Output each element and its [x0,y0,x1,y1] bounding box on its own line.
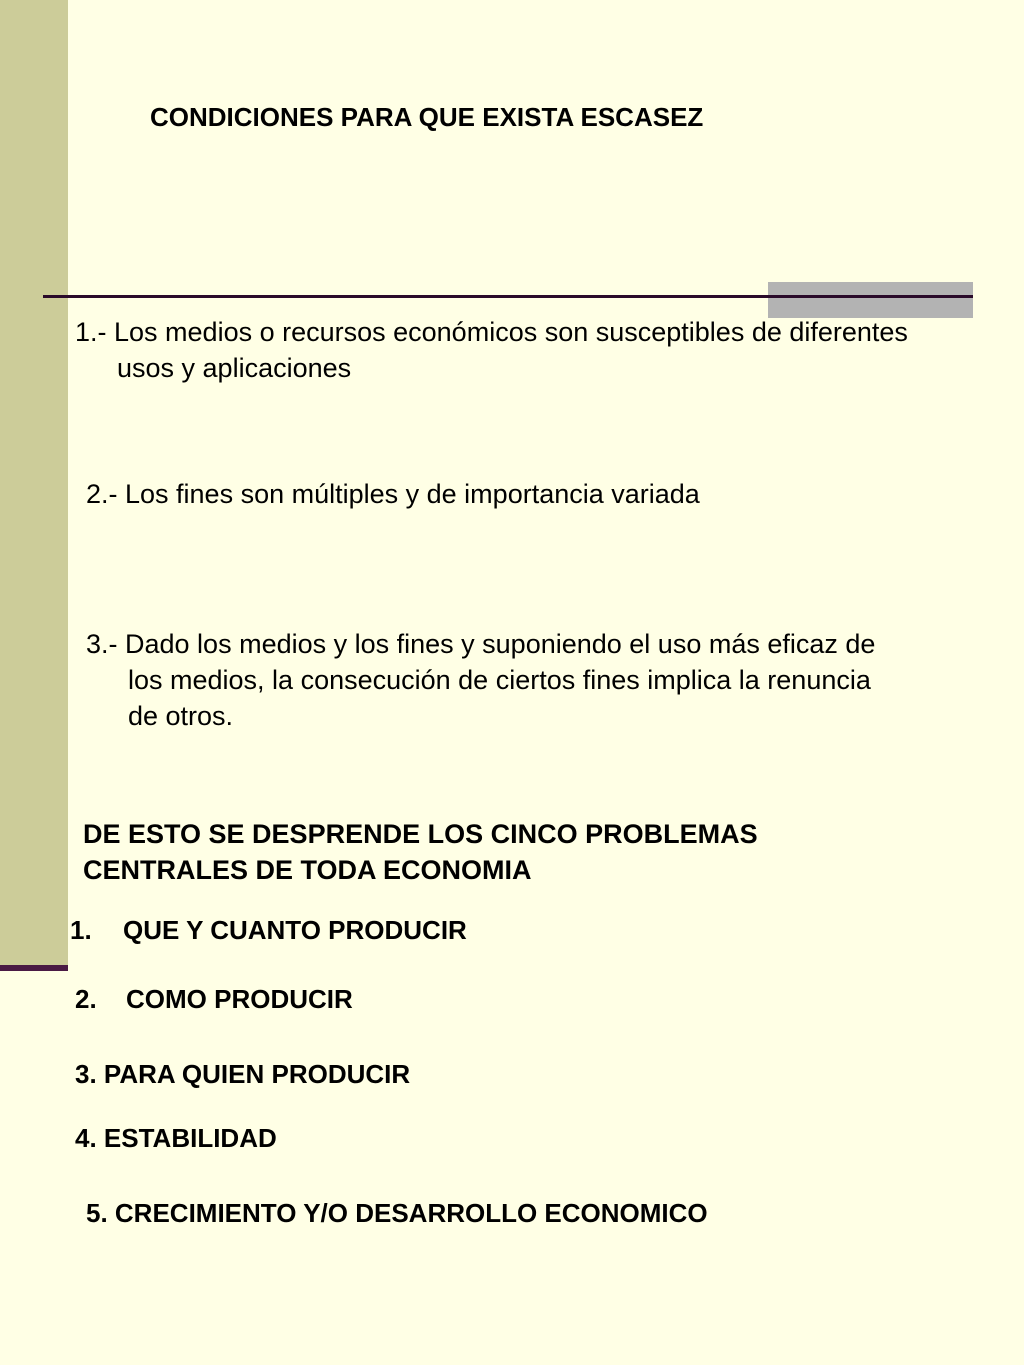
problem-item-2 [75,982,353,1016]
title-divider-line [43,295,973,298]
problem-item-5: 5. CRECIMIENTO Y/O DESARROLLO ECONOMICO [86,1198,708,1228]
problems-heading-line-1: DE ESTO SE DESPRENDE LOS CINCO PROBLEMAS [83,819,758,849]
condition-2-line-1: 2.- Los fines son múltiples y de importancia variada [86,479,700,509]
condition-2 [86,476,700,512]
condition-3-line-1: 3.- Dado los medios y los fines y suponiendo el uso más eficaz de [86,629,876,659]
sidebar-decorative-band [0,0,68,965]
condition-3-line-3: de otros. [128,701,234,731]
problem-1-text: QUE Y CUANTO PRODUCIR [123,915,467,945]
sidebar-accent-underline [0,965,68,971]
problem-item-1 [70,913,467,947]
problem-1-number: 1. [70,915,92,945]
condition-3 [86,626,875,734]
condition-3-line-2: los medios, la consecución de ciertos fines implica la renuncia [128,665,871,695]
condition-1 [75,314,908,386]
problems-heading-line-2: CENTRALES DE TODA ECONOMIA [83,855,532,885]
condition-1-line-2: usos y aplicaciones [117,353,352,383]
problem-2-text: COMO PRODUCIR [126,984,353,1014]
problems-heading [83,816,758,888]
problem-item-3: 3. PARA QUIEN PRODUCIR [75,1059,411,1089]
condition-1-line-1: 1.- Los medios o recursos económicos son susceptibles de diferentes [75,317,908,347]
problem-item-4: 4. ESTABILIDAD [75,1123,277,1153]
decorative-gray-block [768,282,973,318]
problem-2-number: 2. [75,984,97,1014]
slide-title: CONDICIONES PARA QUE EXISTA ESCASEZ [150,102,704,132]
